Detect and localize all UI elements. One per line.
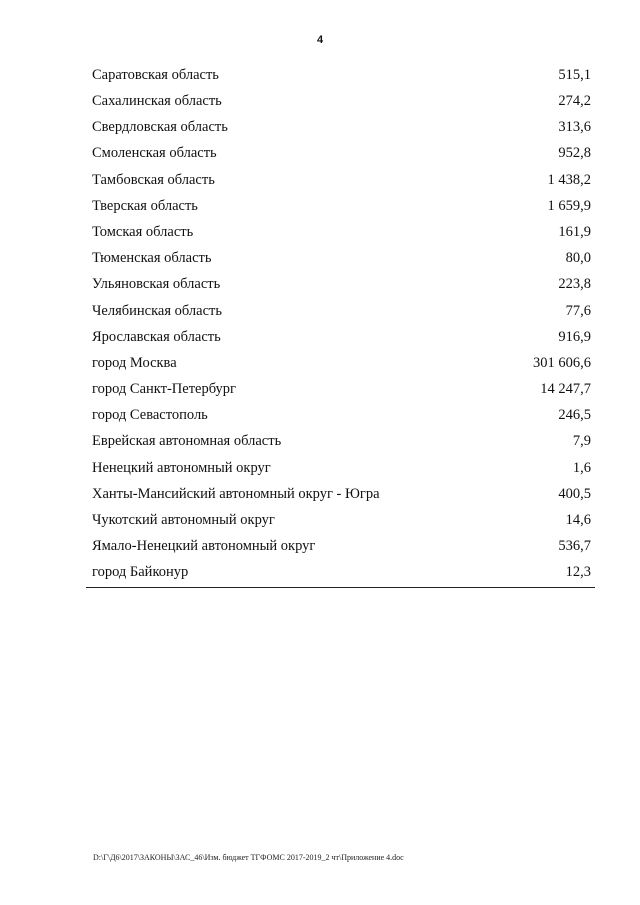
region-name: город Москва [92,354,177,371]
table-row [88,62,593,88]
table-row [88,272,593,298]
region-name: Челябинская область [92,302,222,319]
table-row [88,350,593,376]
region-value: 14,6 [565,512,591,529]
table-row [88,560,593,586]
region-name: Ханты-Мансийский автономный округ - Югра [92,485,380,502]
region-value: 77,6 [565,302,591,319]
table-row [88,481,593,507]
table-row [88,429,593,455]
table-row [88,219,593,245]
region-value: 12,3 [565,564,591,581]
region-value: 14 247,7 [540,381,591,398]
table-row [88,245,593,271]
region-value: 223,8 [558,276,591,293]
table-row [88,167,593,193]
region-value: 1 438,2 [547,171,591,188]
region-name: Сахалинская область [92,93,222,110]
table-row [88,193,593,219]
region-name: Тверская область [92,197,198,214]
region-name: Еврейская автономная область [92,433,282,450]
region-value: 515,1 [558,66,591,83]
region-name: Тамбовская область [92,171,215,188]
region-name: Ярославская область [92,328,221,345]
region-values-table [88,62,593,586]
region-name: Ямало-Ненецкий автономный округ [92,538,316,555]
region-name: Свердловская область [92,119,228,136]
region-name: Ульяновская область [92,276,221,293]
region-value: 1 659,9 [547,197,591,214]
page-number: 4 [316,34,324,46]
table-row [88,455,593,481]
region-name: Тюменская область [92,250,212,267]
region-name: Смоленская область [92,145,217,162]
region-value: 161,9 [558,223,591,240]
region-name: город Санкт-Петербург [92,381,237,398]
table-row [88,141,593,167]
region-name: город Севастополь [92,407,208,424]
region-value: 246,5 [558,407,591,424]
region-value: 400,5 [558,485,591,502]
region-name: Томская область [92,223,194,240]
region-name: Чукотский автономный округ [92,512,275,529]
region-value: 952,8 [558,145,591,162]
table-bottom-rule [86,587,595,588]
region-value: 1,6 [572,459,591,476]
table-row [88,402,593,428]
region-name: город Байконур [92,564,189,581]
table-row [88,114,593,140]
region-value: 274,2 [558,93,591,110]
table-row [88,324,593,350]
region-name: Ненецкий автономный округ [92,459,271,476]
table-row [88,533,593,559]
table-row [88,376,593,402]
table-row [88,507,593,533]
region-value: 536,7 [558,538,591,555]
table-row [88,298,593,324]
region-name: Саратовская область [92,66,219,83]
region-value: 313,6 [558,119,591,136]
region-value: 80,0 [565,250,591,267]
region-value: 916,9 [558,328,591,345]
footer-file-path: D:\Г\Д6\2017\ЗАКОНЫ\ЗАС_46\Изм. бюджет ТГФОМС 2017-2019_2 чт\Приложение 4.doc [93,853,404,862]
region-value: 301 606,6 [533,354,591,371]
region-value: 7,9 [572,433,591,450]
table-row [88,88,593,114]
